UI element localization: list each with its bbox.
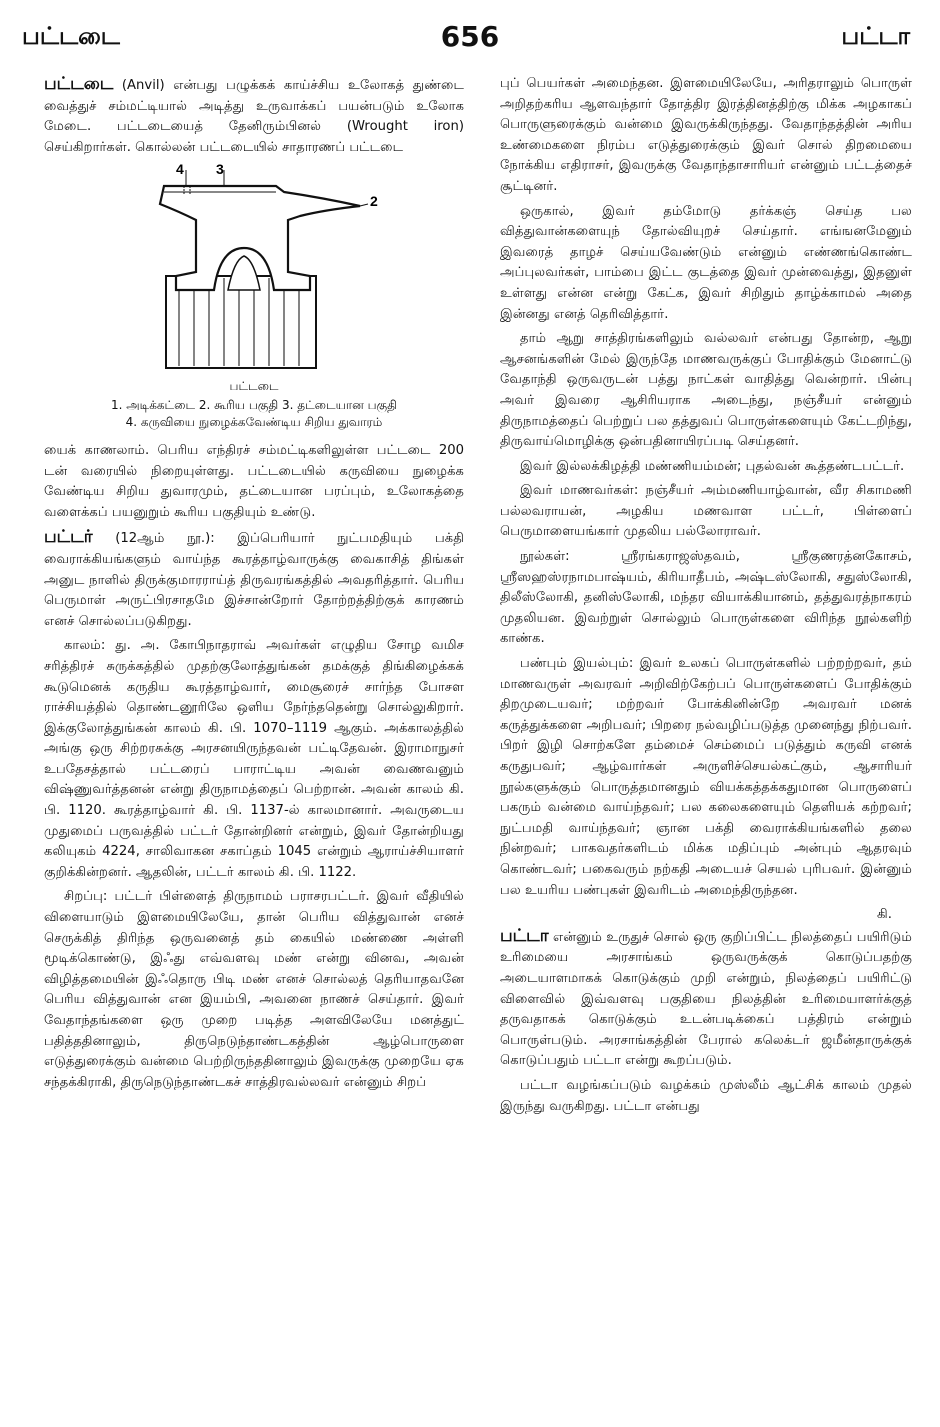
paragraph: தாம் ஆறு சாத்திரங்களிலும் வல்லவர் என்பது தோன்ற, ஆறு ஆசனங்களின் மேல் இருந்தே மாணவருக்குப் போதிக்கும் மேனாட்டு வேதாந்தி ஒருவருடன் பத்து நாட்கள் வாதித்து வென்றார். பின்பு அவர் இவரை ஆசிரியராக அடைந்து, நஞ்சீயர் என்னும் திருநாமத்தைப் பெற்றுப் பல தத்துவப் பொருள்களையும் கேட்டறிந்து, திருவாய்மொழிக்கு ஒன்பதினாயிரப்படி செய்தனர். (500, 331, 912, 450)
headword: பட்டா (500, 925, 549, 946)
paragraph: பட்டா வழங்கப்படும் வழக்கம் முஸ்லீம் ஆட்சிக் காலம் முதல் இருந்து வருகிறது. பட்டா என்பது (500, 1077, 912, 1114)
figure-label-4: 4 (176, 164, 184, 178)
figure-label-3: 3 (216, 164, 224, 178)
entry-text: யைக் காணலாம். பெரிய எந்திரச் சம்மட்டிகளிலுள்ள பட்டடை 200 டன் வரையில் நிறையுள்ளது. பட்டடையில் கருவியை நுழைக்க வேண்டிய சிறிய துவாரமும், தட்டையான பரப்பும், உலோகத்தை வளைக்கப் பயனுறும் கூரிய பகுதியும் உண்டு. (44, 442, 464, 520)
anvil-illustration (124, 164, 384, 374)
page-number: 656 (440, 20, 500, 53)
entry-pattadai (44, 74, 464, 158)
figure-caption-line-1: 1. அடிக்கட்டை 2. கூரிய பகுதி 3. தட்டையான பகுதி (111, 397, 397, 412)
paragraph: புப் பெயர்கள் அமைந்தன. இளமையிலேயே, அரிதராலும் பொருள் அறிதற்கரிய ஆளவந்தார் தோத்திர இரத்தினத்திற்கு மிக்க அழகாகப் பொருளுரைக்கும் வன்மை இவருக்கிருந்தது. வேதாந்தத்தின் அரிய உண்மைகளை நிரம்ப எடுத்துரைக்கும் இவர் சொல் திறமையை நோக்கிய எதிராசர், இவருக்கு வேதாந்தாசாரியர் என்னும் பட்டத்தைச் சூட்டினர். (500, 76, 912, 194)
headword: பட்டடை (44, 74, 114, 94)
paragraph: ஒருகால், இவர் தம்மோடு தர்க்கஞ் செய்த பல வித்துவான்களையுந் தோல்வியுறச் செய்தார். எங்ஙனமேனும் இவரைத் தாழச் செய்யவேண்டும் என்னும் எண்ணங்கொண்ட அப்புலவர்கள், பாம்பை இட்ட குடத்தை இவர் முன்வைத்து, இதனுள் உள்ளது என்ன என்று கேட்க, இவர் சிறிதும் தாழ்க்காமல் அதை இன்னது எனத் தெரிவித்தார். (500, 203, 912, 322)
figure-caption-line-2: 4. கருவியை நுழைக்கவேண்டிய சிறிய துவாரம் (125, 414, 383, 429)
author-initial: கி. (877, 907, 892, 923)
running-head-right: பட்டா (841, 22, 910, 50)
figure-title: பட்டடை (229, 379, 279, 394)
figure-label-2: 2 (370, 193, 378, 210)
left-column (44, 74, 464, 1097)
running-head-left: பட்டடை (22, 22, 120, 50)
entry-pattar (44, 527, 464, 632)
paragraph: இவர் இல்லக்கிழத்தி மண்ணியம்மன்; புதல்வன் கூத்தண்டபட்டர். (520, 458, 905, 474)
anvil-figure (44, 164, 464, 431)
entry-text: என்னும் உருதுச் சொல் ஒரு குறிப்பிட்ட நிலத்தைப் பயிரிடும் உரிமையை அரசாங்கம் ஒருவருக்குக் கொடுப்பதற்கு அடையாளமாகக் கொடுக்கும் முறி என்றும், நிலத்தைப் பயிரிட்டு விளைவில் இவ்வளவு பகுதியை நிலத்தின் உரிமையாளர்க்குத் தருவதாகக் கொடுக்கும் உடன்படிக்கைப் பத்திரம் என்றும் பொருள்படும். அரசாங்கத்தின் பேரால் கலெக்டர் ஜமீன்தாருக்குக் கொடுப்பதும் பட்டா என்று கூறப்படும். (500, 929, 913, 1069)
entry-text: (Anvil) என்பது பழுக்கக் காய்ச்சிய உலோகத் துண்டை வைத்துச் சம்மட்டியால் அடித்து உருவாக்கப் பயன்படும் உலோக மேடை. பட்டடையைத் தேனிரும்பினல் (Wrought iron) செய்கிறார்கள். கொல்லன் பட்டடையில் சாதாரணப் பட்டடை (44, 78, 464, 155)
paragraph: பண்பும் இயல்பும்: இவர் உலகப் பொருள்களில் பற்றற்றவர், தம் மாணவருள் அவரவர் அறிவிற்கேற்பப் பொருள்களைப் போதிக்கும் திறமுடையவர்; மற்றவர் போக்கினின்றே அவரவர் மனக் கருத்துக்களை அறிபவர்; பிறரை நல்வழிப்படுத்த முனைந்து நிற்பவர். பிறர் இழி சொற்களே தம்மைச் செம்மைப் படுத்தும் கருவி எனக் கருதுபவர்; ஆழ்வார்கள் அருளிச்செயல்கட்கும், ஆசாரியர் நூல்களுக்கும் பொருத்தமானதும் வியக்கத்தக்கதுமான பொருளைப் பகரும் வன்மை வாய்ந்தவர்; பல கலைகளையும் தெளியக் கற்றவர்; நுட்பமதி வாய்ந்தவர்; ஞான பக்தி வைராக்கியங்களில் தலை நின்றவர்; பாகவதர்களிடம் மிக்க மதிப்பும் அன்பும் ஆதரவும் கொண்டவர்; பகைவரும் நற்கதி அடையச் செயல் புரிபவர். இன்னும் பல உயரிய பண்புகள் இவரிடம் அமைந்திருந்தன. (500, 656, 912, 898)
entry-text: (12ஆம் நூ.): இப்பெரியார் நுட்பமதியும் பக்தி வைராக்கியங்களும் வாய்ந்த கூரத்தாழ்வாருக்கு வைகாசித் திங்கள் அனுட நாளில் திருக்குமாரராய்த் திருவரங்கத்தில் அவதரித்தார். பெரிய பெருமாள் அருட்பிரசாதமே இச்சான்றோர் தோற்றத்திற்குக் காரணம் எனச் சொல்லப்படுகிறது. (44, 531, 464, 629)
right-column (500, 74, 912, 1121)
paragraph: இவர் மாணவர்கள்: நஞ்சீயர் அம்மணியாழ்வான், வீர சிகாமணி பல்லவராயன், அழகிய மணவாள பட்டர், பிள்ளைப் பெருமாளையங்கார் முதலிய பல்லோராவர். (500, 483, 912, 540)
paragraph: நூல்கள்: ஸ்ரீரங்கராஜஸ்தவம், ஸ்ரீகுணரத்னகோசம், ஸ்ரீஸஹஸ்ரநாமபாஷ்யம், கிரியாதீபம், அஷ்டஸ்லோகி, சதுஸ்லோகி, திலீஸ்லோகி, தனிஸ்லோகி, மந்தர வியாக்கியானம், தத்துவரத்நாகரம் முதலியன. இவற்றுள் சொல்லும் பொருள்களை விரிந்த நூல்களிற் காண்க. (500, 549, 912, 647)
headword: பட்டர் (44, 527, 93, 548)
paragraph: சிறப்பு: பட்டர் பிள்ளைத் திருநாமம் பராசரபட்டர். இவர் வீதியில் விளையாடும் இளமையிலேயே, தான் பெரிய வித்துவான் எனச் செருக்கித் திரிந்த ஒருவனைத் தம் கையில் மண்ணை அள்ளி மூடிக்கொண்டு, இஃது எவ்வளவு மண் என்று வினவ, அவன் விழித்தமையின் இஃதொரு பிடி மண் எனச் சொல்லத் தெரியாதவனே பெரிய வித்துவான் என இயம்பி, அவனை நாணச் செய்தார். இவர் வேதாந்தங்களை ஒரு முறை படித்த அளவிலேயே மனத்துட் பதித்ததினாலும், திருநெடுந்தாண்டகத்தின் ஆழ்பொருளை எடுத்துரைக்கும் வன்மை பெற்றிருந்ததினாலும் இவருக்கு முறையே ஏக சந்தக்கிராகி, திருநெடுந்தாண்டகச் சாத்திரவல்லவர் என்னும் சிறப் (44, 889, 464, 1090)
entry-patta (500, 926, 912, 1072)
paragraph: காலம்: து. அ. கோபிநாதராவ் அவர்கள் எழுதிய சோழ வமிச சரித்திரச் சுருக்கத்தில் முதற்குலோத்துங்கன் தமக்குத் திங்கிழைக்கக் கூடுமெனக் கருதிய கூரத்தாழ்வார், மைசூரைச் சார்ந்த போசள ராச்சியத்தில் தொண்டனூரிலே ஒளிய நேர்ந்ததென்று சொல்லுகிறார். இக்குலோத்துங்கன் காலம் கி. பி. 1070–1119 ஆகும். அக்காலத்தில் அங்கு ஒரு சிற்றரசுக்கு அரசனயிருந்தவன் பட்டிதேவன். இராமாநுசர் உபதேசத்தால் பட்டரைப் பாராட்டிய அவன் வைணவனும் விஷ்ணுவர்த்தனன் என்று திருநாமத்தைப் பெற்றான். அவன் காலம் கி. பி. 1120. கூரத்தாழ்வார் கி. பி. 1137-ல் காலமானார். அவருடைய முதுமைப் பருவத்தில் பட்டர் தோன்றினர் என்றும், இவர் தோன்றியது கலியுகம் 4224, சாலிவாகன சகாப்தம் 1045 என்றும் ஆராய்ச்சியாளர் குறிக்கின்றனர். ஆதலின், பட்டர் காலம் கி. பி. 1122. (44, 638, 464, 880)
